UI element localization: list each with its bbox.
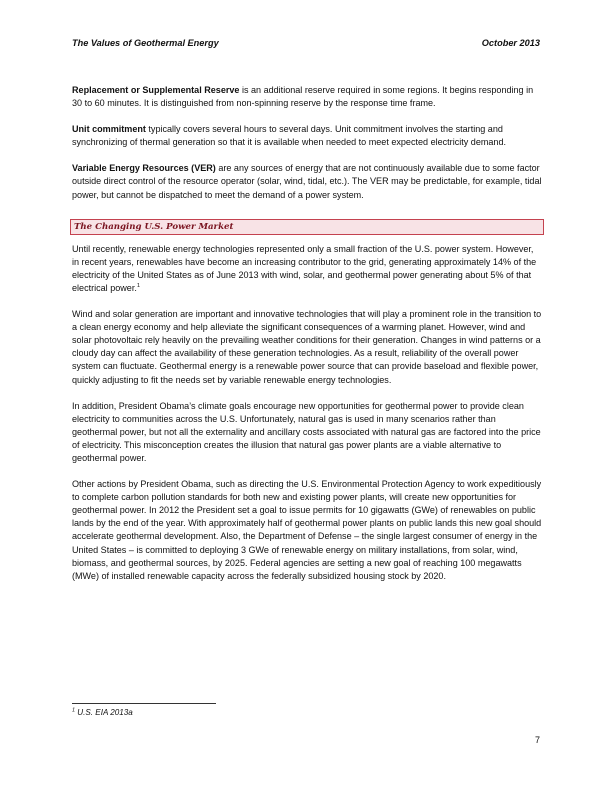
paragraph-wind-solar: Wind and solar generation are important and innovative technologies that will play a prominent role in the transition to a clean energy economy and help alleviate the significant consequences of a warming planet. However, wind and solar photovoltaic rely heavily on the prevailing weather conditions for their generation. Changes in wind patterns or a cloudy day can affect the availability of these generation technologies. As a result, reliability of the overall power system can fluctuate. Geothermal energy is a renewable power source that can provide baseload and flexible power, quickly adjusting to fit the needs set by variable renewable energy technologies. — [72, 309, 542, 385]
paragraph-renewables-share — [72, 243, 542, 295]
paragraph-text: Until recently, renewable energy technologies represented only a small fraction of the U.S. power system. However, in recent years, renewables have become an increasing contributor to the grid, generating approximately 14% of the electricity of the United States as of June 2013 with wind, solar, and geothermal power generating about 5% of that electrical power. — [72, 243, 537, 293]
footnote-text: U.S. EIA 2013a — [75, 708, 133, 717]
definition-text: are any sources of energy that are not continuously available due to some factor outside direct control of the resource operator (solar, wind, tidal, etc.). The VER may be predictable, for example, tidal power, but cannot be dispatched to meet the demand of a power system. — [72, 163, 542, 200]
definition-term: Variable Energy Resources (VER) — [72, 163, 216, 174]
footnote-number: 1 — [72, 707, 76, 714]
footnote — [72, 708, 133, 717]
page-number: 7 — [534, 735, 540, 745]
definition-text: is an additional reserve required in some regions. It begins responding in 30 to 60 minutes. It is distinguished from non-spinning reserve by the response time frame. — [72, 85, 534, 109]
definition-ver — [72, 162, 542, 201]
body-content — [72, 84, 542, 596]
running-header — [72, 38, 540, 52]
definition-replacement-reserve — [72, 84, 542, 110]
footnote-ref[interactable]: 1 — [136, 282, 141, 289]
definition-term: Unit commitment — [72, 124, 146, 135]
paragraph-climate-goals: In addition, President Obama’s climate goals encourage new opportunities for geothermal power to provide clean electricity to communities across the U.S. Unfortunately, natural gas is used in many scenarios rather than geothermal power, but not all the externality and ancillary costs associated with natural gas are factored into the price of electricity. This misconception creates the illusion that natural gas power plants are a viable alternative to geothermal power. — [72, 400, 541, 463]
definition-term: Replacement or Supplemental Reserve — [72, 85, 240, 95]
footnote-divider — [72, 703, 216, 704]
paragraph-other-actions: Other actions by President Obama, such as directing the U.S. Environmental Protection Agency to work expeditiously to complete carbon pollution standards for both new and existing power plants, will create new opportunities for geothermal power. In 2012 the President set a goal to issue permits for 10 gigawatts (GWe) of renewables on public lands by the end of the year. With approximately half of geothermal power plants on public lands this new goal should accelerate geothermal development. Also, the Department of Defense – the single largest consumer of energy in the United States – is committed to deploying 3 GWe of renewable energy on military installations, from solar, wind, biomass, and geothermal sources, by 2025. Federal agencies are setting a new goal of reaching 100 megawatts (MWe) of installed renewable capacity across the federally subsidized housing stock by 2020. — [72, 479, 542, 581]
header-date: October 2013 — [481, 38, 540, 48]
section-heading: The Changing U.S. Power Market — [70, 219, 544, 235]
header-title: The Values of Geothermal Energy — [72, 38, 219, 48]
definition-unit-commitment — [72, 123, 542, 149]
definition-text: typically covers several hours to several days. Unit commitment involves the starting and synchronizing of thermal generation so that it is available when needed to meet expected electricity demand. — [72, 124, 506, 148]
